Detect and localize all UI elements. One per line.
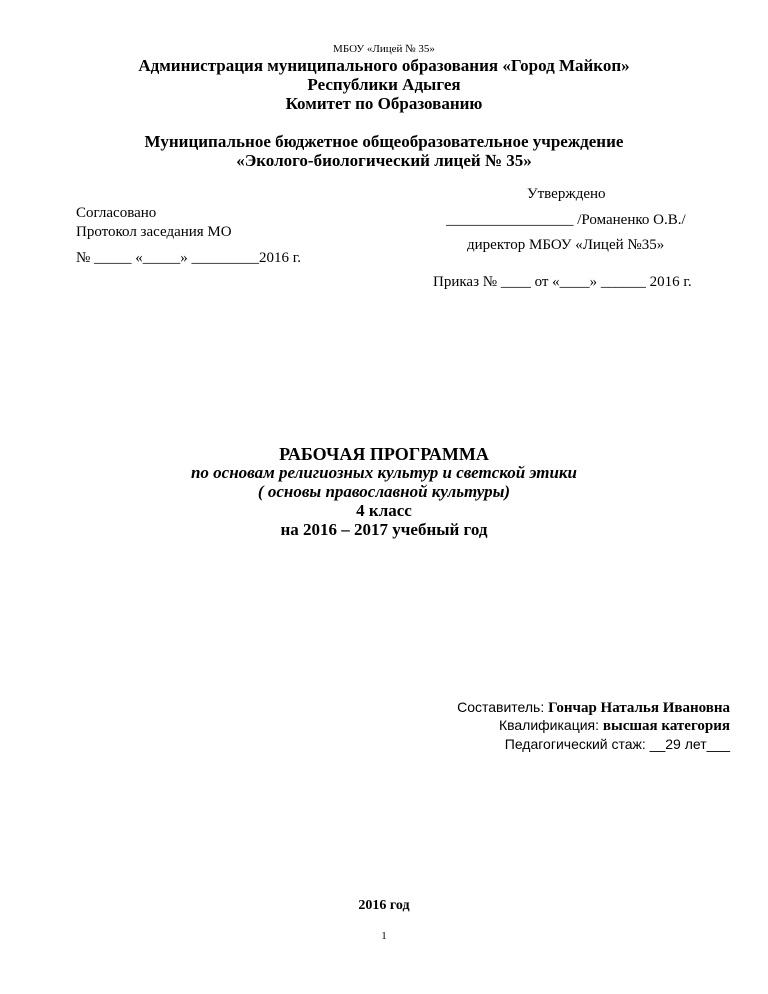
qualification-value: высшая категория	[602, 718, 730, 734]
director-position: директор МБОУ «Лицей №35»	[467, 237, 665, 253]
program-title: РАБОЧАЯ ПРОГРАММА	[279, 444, 489, 464]
committee-title: Комитет по Образованию	[285, 94, 483, 113]
page-number: 1	[381, 930, 387, 942]
qualification-line	[499, 717, 730, 735]
subject-line1: по основам религиозных культур и светской этики	[190, 463, 578, 482]
school-short-name: МБОУ «Лицей № 35»	[333, 43, 435, 55]
order-line: Приказ № ____ от «____» ______ 2016 г.	[433, 274, 692, 290]
compiler-name: Гончар Наталья Ивановна	[548, 700, 730, 716]
subject-line2: ( основы православной культуры)	[257, 482, 511, 501]
institution-line1: Муниципальное бюджетное общеобразовательное учреждение	[144, 132, 624, 151]
protocol-number-line: № _____ «_____» _________2016 г.	[76, 250, 302, 266]
grade-label: 4 класс	[356, 501, 412, 520]
director-signature-line: _________________ /Романенко О.В./	[446, 212, 686, 228]
compiler-label: Составитель:	[457, 699, 549, 715]
qualification-label: Квалификация:	[498, 717, 603, 733]
agreed-label: Согласовано	[76, 205, 157, 221]
admin-title-line2: Республики Адыгея	[307, 75, 461, 94]
protocol-label: Протокол заседания МО	[76, 224, 232, 240]
admin-title-line1: Администрация муниципального образования «Город Майкоп»	[138, 56, 630, 75]
experience-line: Педагогический стаж: __29 лет___	[504, 736, 730, 752]
academic-year: на 2016 – 2017 учебный год	[280, 520, 488, 539]
approved-label: Утверждено	[527, 186, 606, 202]
institution-line2: «Эколого-биологический лицей № 35»	[236, 151, 532, 170]
compiler-line	[457, 699, 730, 717]
footer-year: 2016 год	[358, 898, 410, 913]
